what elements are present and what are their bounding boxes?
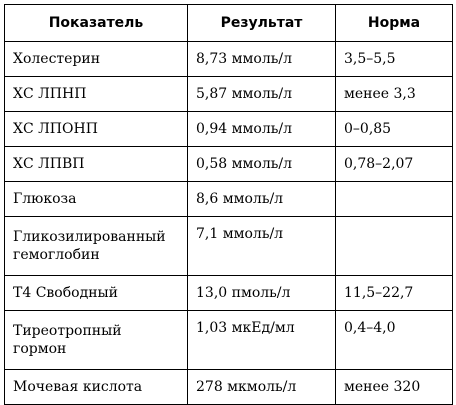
table-row (5, 147, 453, 182)
norm-cell: 11,5–22,7 (336, 276, 453, 311)
header-row (5, 5, 453, 42)
norm-cell: 0–0,85 (336, 112, 453, 147)
indicator-cell: ХС ЛПОНП (5, 112, 188, 147)
norm-cell: 0,78–2,07 (336, 147, 453, 182)
indicator-cell: Тиреотропный гормон (5, 311, 188, 370)
indicator-cell: Гликозилированный гемоглобин (5, 217, 188, 276)
table-row (5, 276, 453, 311)
norm-cell: менее 320 (336, 370, 453, 405)
norm-cell (336, 182, 453, 217)
indicator-cell: ХС ЛПНП (5, 77, 188, 112)
norm-cell: менее 3,3 (336, 77, 453, 112)
result-cell: 5,87 ммоль/л (188, 77, 336, 112)
indicator-cell: Т4 Свободный (5, 276, 188, 311)
header-norm: Норма (336, 5, 453, 42)
table-row (5, 42, 453, 77)
table-row (5, 182, 453, 217)
indicator-cell: Глюкоза (5, 182, 188, 217)
result-cell: 13,0 пмоль/л (188, 276, 336, 311)
result-cell: 1,03 мкЕд/мл (188, 311, 336, 370)
header-result: Результат (188, 5, 336, 42)
table-row (5, 370, 453, 405)
table-row (5, 217, 453, 276)
norm-cell (336, 217, 453, 276)
result-cell: 0,94 ммоль/л (188, 112, 336, 147)
indicator-cell: Мочевая кислота (5, 370, 188, 405)
table-row (5, 311, 453, 370)
indicator-cell: Холестерин (5, 42, 188, 77)
result-cell: 8,6 ммоль/л (188, 182, 336, 217)
table-row (5, 77, 453, 112)
norm-cell: 3,5–5,5 (336, 42, 453, 77)
header-indicator: Показатель (5, 5, 188, 42)
lab-results-table (4, 4, 453, 405)
norm-cell: 0,4–4,0 (336, 311, 453, 370)
result-cell: 7,1 ммоль/л (188, 217, 336, 276)
result-cell: 0,58 ммоль/л (188, 147, 336, 182)
result-cell: 8,73 ммоль/л (188, 42, 336, 77)
result-cell: 278 мкмоль/л (188, 370, 336, 405)
indicator-cell: ХС ЛПВП (5, 147, 188, 182)
table-row (5, 112, 453, 147)
